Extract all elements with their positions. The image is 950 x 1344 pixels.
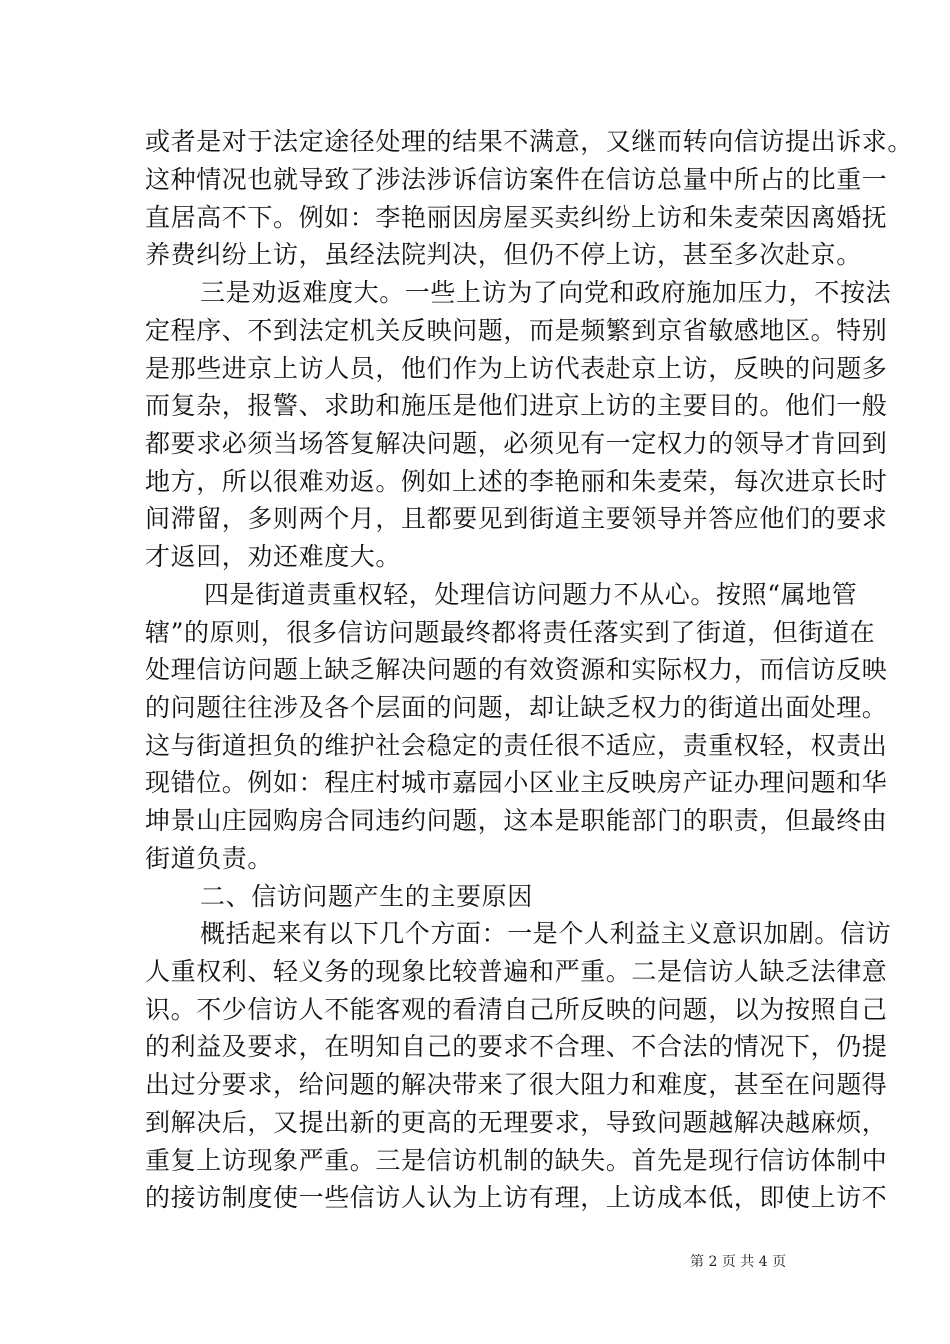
paragraph-start-line: 四是街道责重权轻，处理信访问题力不从心。按照“属地管: [204, 580, 858, 609]
section-heading: 二、信访问题产生的主要原因: [200, 882, 533, 911]
text-line: 的利益及要求，在明知自己的要求不合理、不合法的情况下，仍提: [145, 1032, 888, 1061]
text-line: 出过分要求，给问题的解决带来了很大阻力和难度，甚至在问题得: [145, 1070, 888, 1099]
text-line: 识。不少信访人不能客观的看清自己所反映的问题，以为按照自己: [145, 995, 888, 1024]
text-line: 间滞留，多则两个月，且都要见到街道主要领导并答应他们的要求: [145, 504, 888, 533]
text-line: 养费纠纷上访，虽经法院判决，但仍不停上访，甚至多次赴京。: [145, 240, 862, 269]
text-line: 现错位。例如：程庄村城市嘉园小区业主反映房产证办理问题和华: [145, 768, 888, 797]
text-line: 才返回，劝还难度大。: [145, 542, 402, 571]
text-line: 地方，所以很难劝返。例如上述的李艳丽和朱麦荣，每次进京长时: [145, 467, 888, 496]
text-line: 到解决后，又提出新的更高的无理要求，导致问题越解决越麻烦，: [145, 1108, 888, 1137]
text-line: 这种情况也就导致了涉法涉诉信访案件在信访总量中所占的比重一: [145, 165, 888, 194]
text-line: 是那些进京上访人员，他们作为上访代表赴京上访，反映的问题多: [145, 354, 888, 383]
text-line: 重复上访现象严重。三是信访机制的缺失。首先是现行信访体制中: [145, 1146, 888, 1175]
text-line: 而复杂，报警、求助和施压是他们进京上访的主要目的。他们一般: [145, 391, 888, 420]
page-number: 第 2 页 共 4 页: [690, 1254, 787, 1270]
text-line: 处理信访问题上缺乏解决问题的有效资源和实际权力，而信访反映: [145, 655, 888, 684]
text-line: 这与街道担负的维护社会稳定的责任很不适应，责重权轻，权责出: [145, 731, 888, 760]
text-line: 直居高不下。例如：李艳丽因房屋买卖纠纷上访和朱麦荣因离婚抚: [145, 203, 888, 232]
text-line: 街道负责。: [145, 844, 274, 873]
text-line: 人重权利、轻义务的现象比较普遍和严重。二是信访人缺乏法律意: [145, 957, 888, 986]
text-line: 的问题往往涉及各个层面的问题，却让缺乏权力的街道出面处理。: [145, 693, 888, 722]
text-line: 辖”的原则，很多信访问题最终都将责任落实到了街道，但街道在: [145, 618, 876, 647]
paragraph-start-line: 概括起来有以下几个方面：一是个人利益主义意识加剧。信访: [200, 919, 892, 948]
text-line: 的接访制度使一些信访人认为上访有理，上访成本低，即使上访不: [145, 1183, 888, 1212]
text-line: 都要求必须当场答复解决问题，必须见有一定权力的领导才肯回到: [145, 429, 888, 458]
text-line: 或者是对于法定途径处理的结果不满意，又继而转向信访提出诉求。: [145, 127, 914, 156]
paragraph-start-line: 三是劝返难度大。一些上访为了向党和政府施加压力，不按法: [200, 278, 892, 307]
text-line: 坤景山庄园购房合同违约问题，这本是职能部门的职责，但最终由: [145, 806, 888, 835]
text-line: 定程序、不到法定机关反映问题，而是频繁到京省敏感地区。特别: [145, 316, 888, 345]
